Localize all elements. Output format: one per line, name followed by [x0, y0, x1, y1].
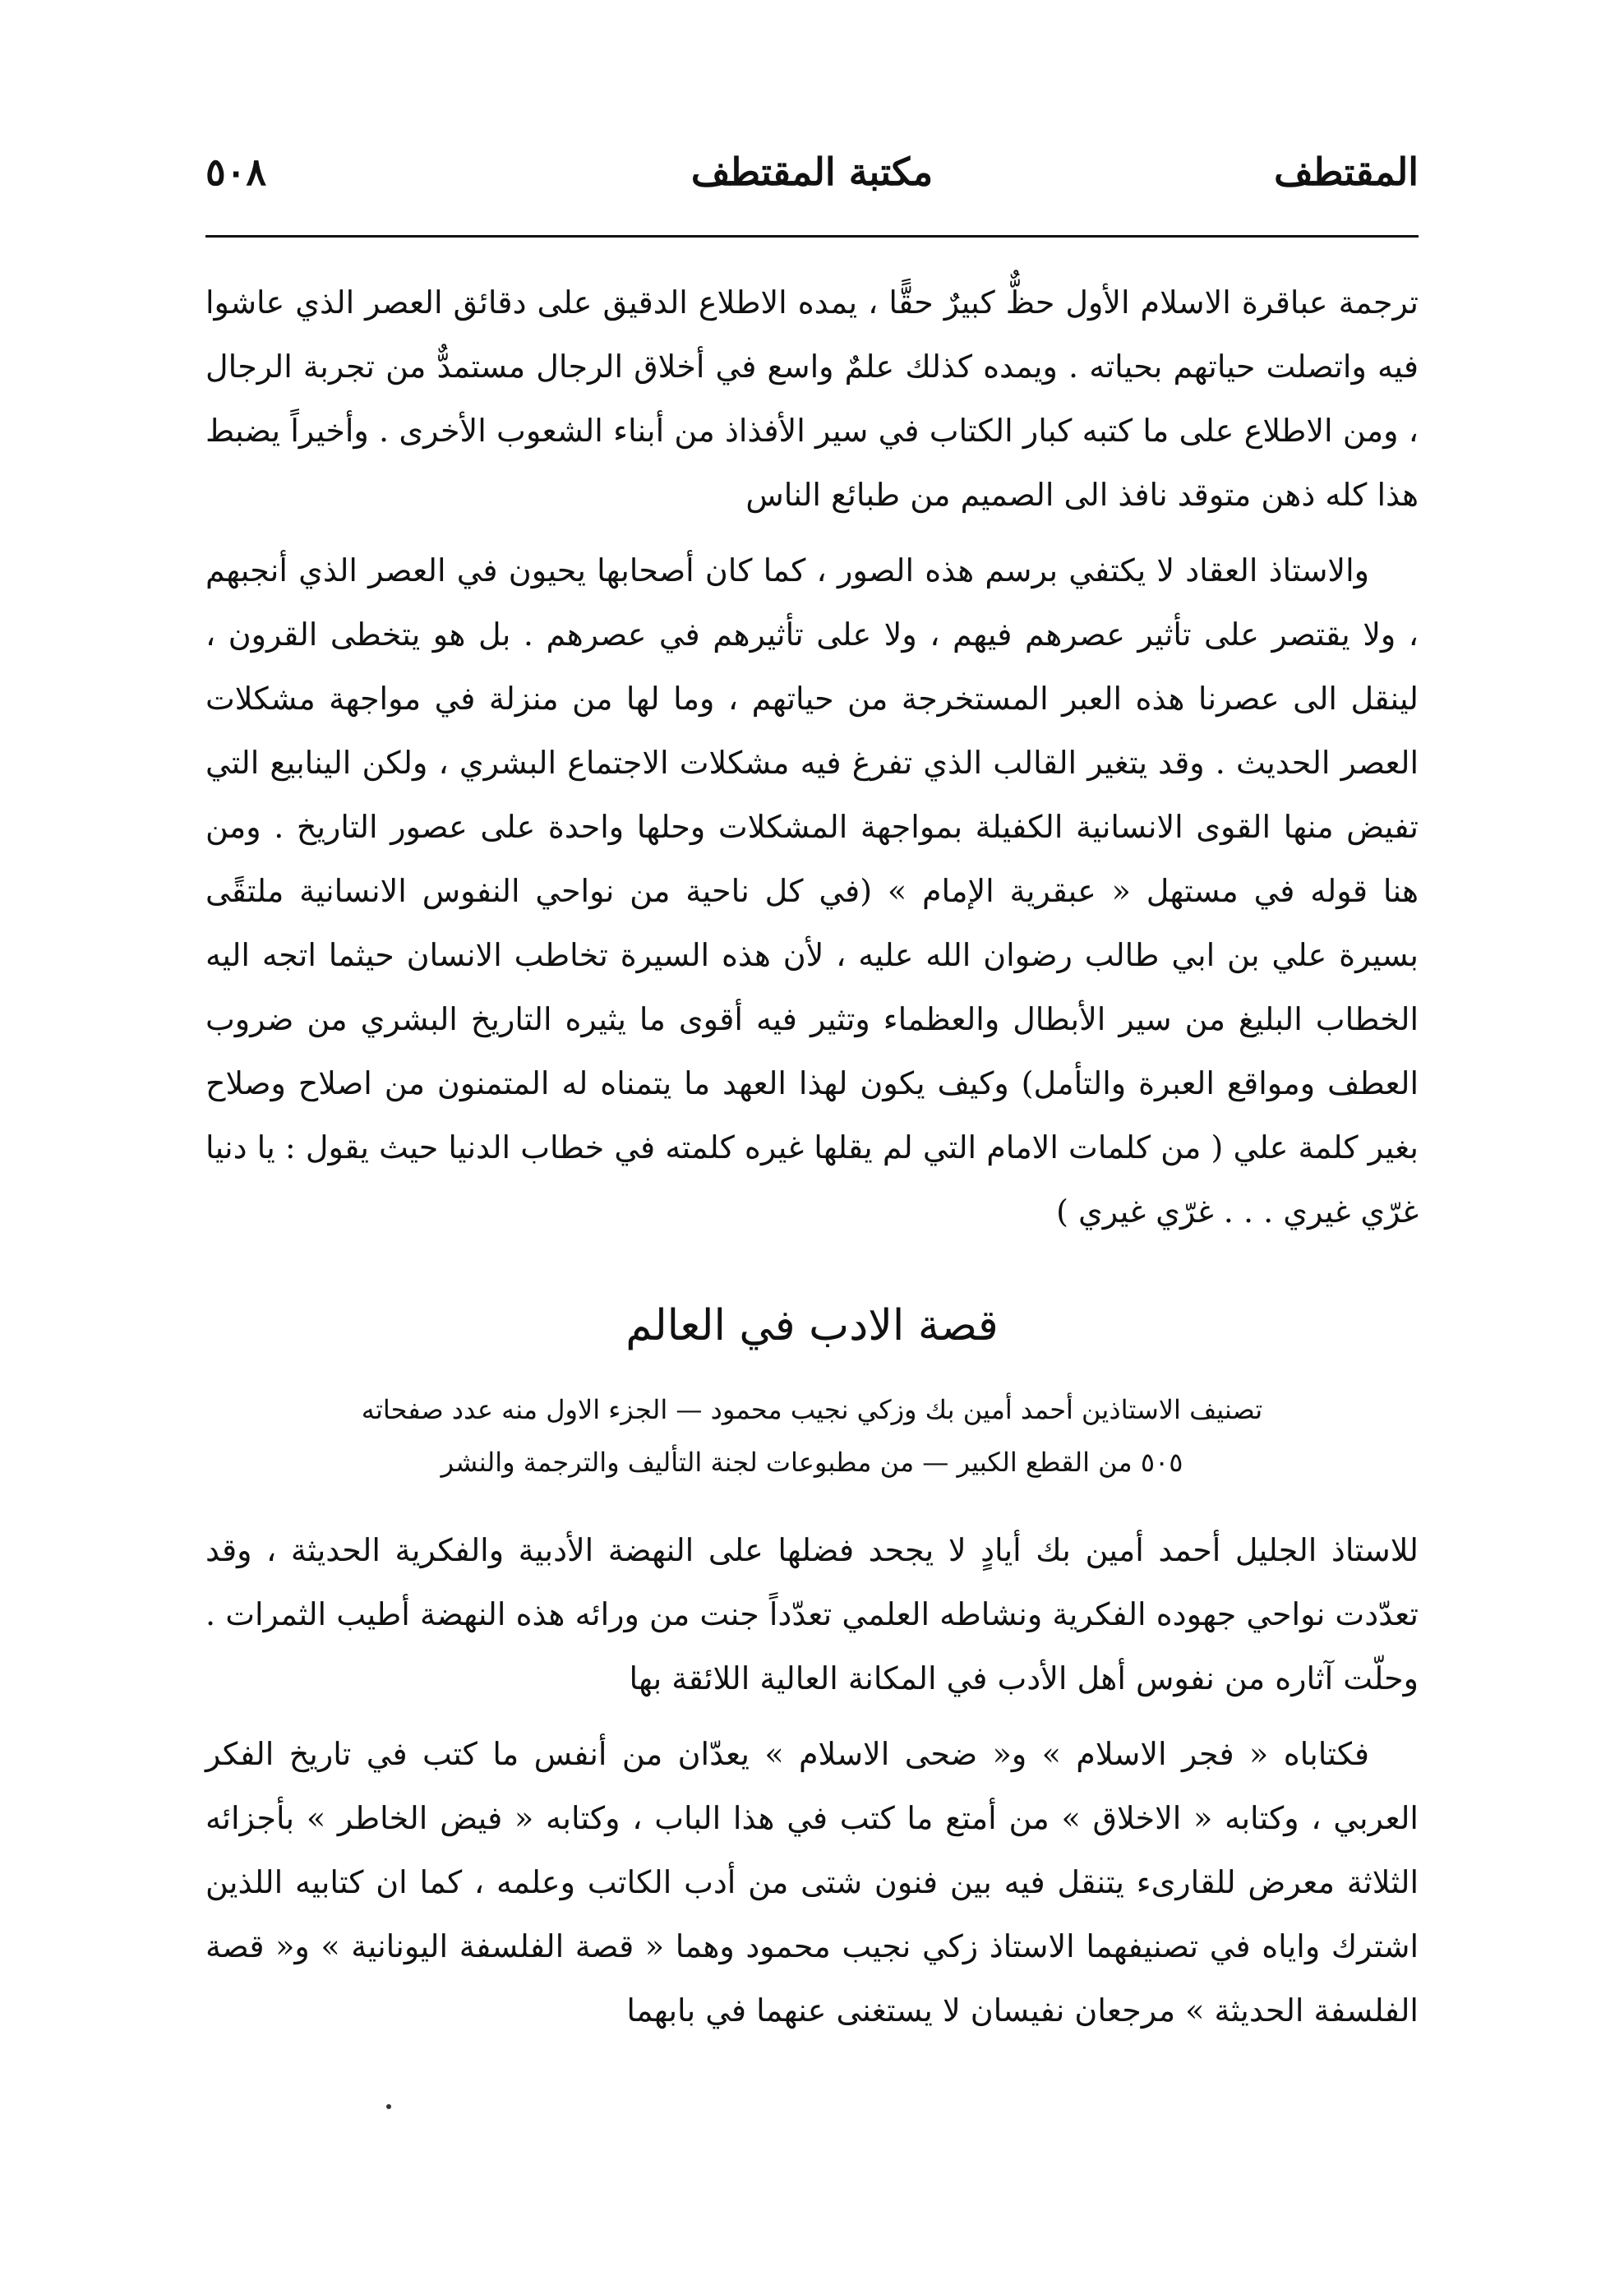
running-head-journal: المقتطف	[1274, 150, 1419, 194]
paragraph: ترجمة عباقرة الاسلام الأول حظٌّ كبيرٌ حقًّا ، يمده الاطلاع الدقيق على دقائق العصر الذي عاشوا فيه واتصلت حياتهم بحياته . ويمده كذلك علمٌ واسع في أخلاق الرجال مستمدٌّ من تجربة الرجال ، ومن الاطلاع على ما كتبه كبار الكتاب في سير الأفذاذ من أبناء الشعوب الأخرى . وأخيراً يضبط هذا كله ذهن متوقد نافذ الى الصميم من طبائع الناس	[205, 284, 1419, 513]
page-header	[205, 140, 1419, 205]
paragraph: للاستاذ الجليل أحمد أمين بك أيادٍ لا يجحد فضلها على النهضة الأدبية والفكرية الحديثة ، وقد تعدّدت نواحي جهوده الفكرية ونشاطه العلمي تعدّداً جنت من ورائه هذه النهضة أطيب الثمرات . وحلّت آثاره من نفوس أهل الأدب في المكانة العالية اللائقة بها	[205, 1532, 1419, 1696]
page-number: ٥٠٨	[205, 150, 267, 194]
publication-info-line: تصنيف الاستاذين أحمد أمين بك وزكي نجيب محمود — الجزء الاول منه عدد صفحاته	[361, 1394, 1263, 1425]
print-speck	[386, 2104, 391, 2109]
paragraph: فكتاباه « فجر الاسلام » و« ضحى الاسلام » يعدّان من أنفس ما كتب في تاريخ الفكر العربي ، وكتابه « الاخلاق » من أمتع ما كتب في هذا الباب ، وكتابه « فيض الخاطر » بأجزائه الثلاثة معرض للقارىء يتنقل فيه بين فنون شتى من أدب الكاتب وعلمه ، كما ان كتابيه اللذين اشترك واياه في تصنيفهما الاستاذ زكي نجيب محمود وهما « قصة الفلسفة اليونانية » و« قصة الفلسفة الحديثة » مرجعان نفيسان لا يستغنى عنهما في بابهما	[205, 1736, 1419, 2029]
header-rule	[205, 235, 1419, 238]
review-title: قصة الادب في العالم	[625, 1301, 999, 1350]
running-head-section: مكتبة المقتطف	[690, 150, 934, 194]
publication-info-line: ٥٠٥ من القطع الكبير — من مطبوعات لجنة التأليف والترجمة والنشر	[441, 1447, 1183, 1478]
publication-info	[205, 1383, 1419, 1489]
paragraph: والاستاذ العقاد لا يكتفي برسم هذه الصور ، كما كان أصحابها يحيون في العصر الذي أنجبهم ، ولا يقتصر على تأثير عصرهم فيهم ، ولا على تأثيرهم في عصرهم . بل هو يتخطى القرون ، لينقل الى عصرنا هذه العبر المستخرجة من حياتهم ، وما لها من منزلة في مواجهة مشكلات العصر الحديث . وقد يتغير القالب الذي تفرغ فيه مشكلات الاجتماع البشري ، ولكن الينابيع التي تفيض منها القوى الانسانية الكفيلة بمواجهة المشكلات وحلها واحدة على عصور التاريخ . ومن هنا قوله في مستهل « عبقرية الإمام » (في كل ناحية من نواحي النفوس الانسانية ملتقًى بسيرة علي بن ابي طالب رضوان الله عليه ، لأن هذه السيرة تخاطب الانسان حيثما اتجه اليه الخطاب البليغ من سير الأبطال والعظماء وتثير فيه أقوى ما يثيره التاريخ البشري من ضروب العطف ومواقع العبرة والتأمل) وكيف يكون لهذا العهد ما يتمناه له المتمنون من اصلاح وصلاح بغير كلمة علي ( من كلمات الامام التي لم يقلها غيره كلمته في خطاب الدنيا حيث يقول : يا دنيا غرّي غيري . . . غرّي غيري )	[205, 552, 1419, 1230]
review-1	[205, 270, 1419, 1244]
review-2	[205, 1518, 1419, 2043]
